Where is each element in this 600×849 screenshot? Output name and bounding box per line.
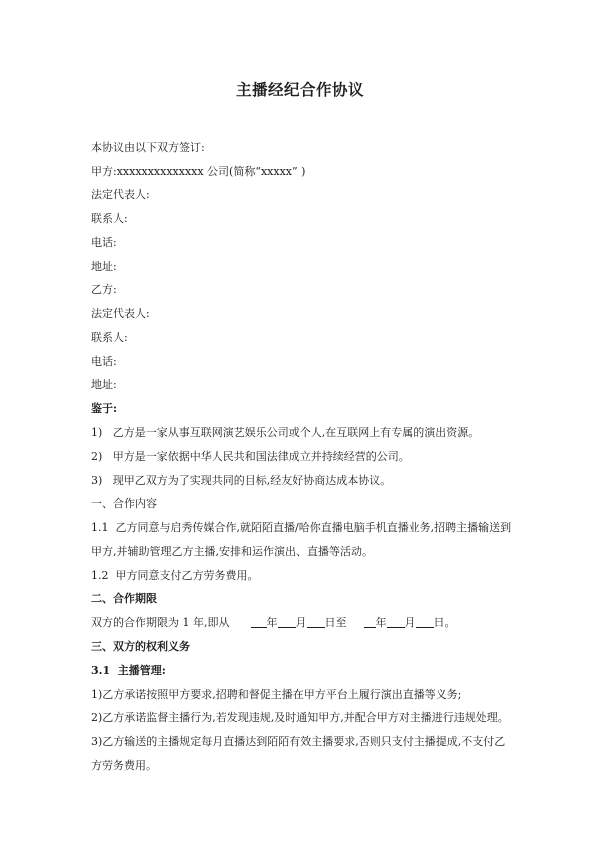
start-day-blank xyxy=(307,616,325,628)
whereas-item: 1) 乙方是一家从事互联网演艺娱乐公司或个人,在互联网上有专属的演出资源。 xyxy=(91,426,480,439)
party-b-line: 乙方: xyxy=(91,283,117,296)
duty-item-continuation: 方劳务费用。 xyxy=(91,759,157,772)
party-a-address: 地址: xyxy=(91,260,117,273)
start-day-label: 日至 xyxy=(324,616,347,629)
end-year-blank xyxy=(364,616,376,628)
party-a-contact: 联系人: xyxy=(91,212,128,225)
page-title: 主播经纪合作协议 xyxy=(235,80,364,99)
party-a-phone: 电话: xyxy=(91,236,117,249)
term-line xyxy=(91,616,456,630)
party-b-contact: 联系人: xyxy=(91,331,128,344)
whereas-item: 3) 现甲乙双方为了实现共同的目标,经友好协商达成本协议。 xyxy=(91,474,392,487)
end-day-label: 日。 xyxy=(433,616,456,629)
section-1-1-line2: 甲方,并辅助管理乙方主播,安排和运作演出、直播等活动。 xyxy=(91,545,373,558)
party-b-phone: 电话: xyxy=(91,355,117,368)
whereas-heading: 鉴于: xyxy=(91,402,118,415)
duty-item: 1)乙方承诺按照甲方要求,招聘和督促主播在甲方平台上履行演出直播等义务; xyxy=(91,688,462,701)
term-text-start: 双方的合作期限为 1 年,即从 xyxy=(91,616,230,629)
end-month-label: 月 xyxy=(404,616,416,629)
start-year-label: 年 xyxy=(266,616,278,629)
party-b-legal-rep: 法定代表人: xyxy=(91,307,150,320)
intro-text: 本协议由以下双方签订: xyxy=(91,141,205,154)
duty-item: 2)乙方承诺监督主播行为,若发现违规,及时通知甲方,并配合甲方对主播进行违规处理。 xyxy=(91,711,509,724)
section-1-heading: 一、合作内容 xyxy=(91,497,157,510)
section-1-2: 1.2 甲方同意支付乙方劳务费用。 xyxy=(91,569,259,582)
section-3-1-heading: 3.1 主播管理: xyxy=(91,664,166,677)
party-a-legal-rep: 法定代表人: xyxy=(91,188,150,201)
party-b-address: 地址: xyxy=(91,378,117,391)
end-year-label: 年 xyxy=(375,616,387,629)
whereas-item: 2) 甲方是一家依据中华人民共和国法律成立并持续经营的公司。 xyxy=(91,450,410,463)
start-month-label: 月 xyxy=(295,616,307,629)
section-1-1-line1: 1.1 乙方同意与启秀传媒合作,就陌陌直播/哈你直播电脑手机直播业务,招聘主播输送到 xyxy=(91,521,512,534)
party-a-line: 甲方:xxxxxxxxxxxxxx 公司(简称“xxxxx” ) xyxy=(91,165,306,178)
duty-item: 3)乙方输送的主播规定每月直播达到陌陌有效主播要求,否则只支付主播提成,不支付乙 xyxy=(91,735,506,748)
section-2-heading: 二、合作期限 xyxy=(91,592,157,605)
end-month-blank xyxy=(387,616,405,628)
start-month-blank xyxy=(278,616,296,628)
start-year-blank xyxy=(251,616,267,628)
end-day-blank xyxy=(416,616,434,628)
section-3-heading: 三、双方的权利义务 xyxy=(91,640,190,653)
